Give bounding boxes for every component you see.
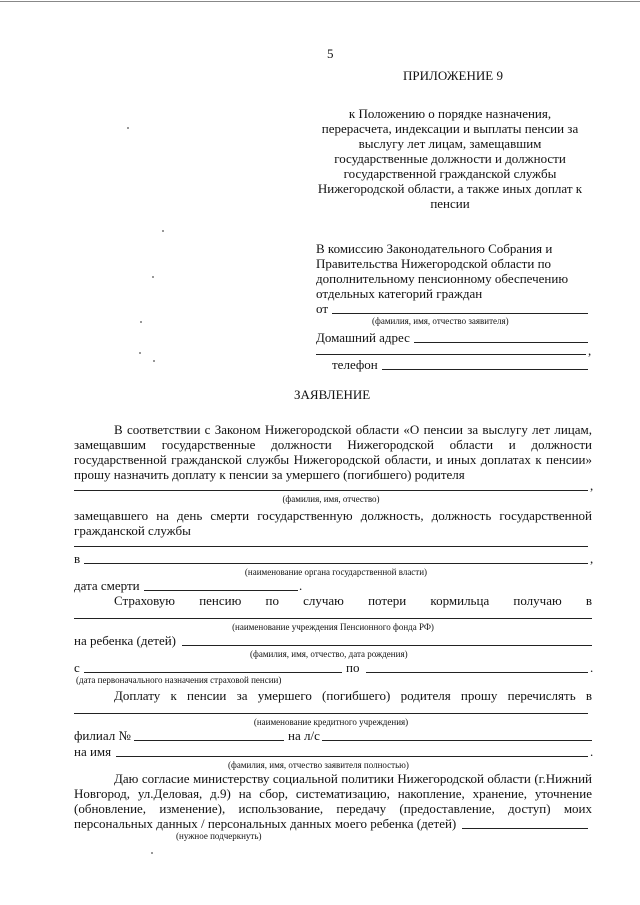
deceased-name-field[interactable] bbox=[74, 490, 588, 491]
addressee-line: Правительства Нижегородской области по bbox=[316, 256, 552, 271]
addressee-line: отдельных категорий граждан bbox=[316, 286, 483, 301]
branch-label: филиал № bbox=[74, 728, 131, 743]
death-date-field[interactable] bbox=[144, 590, 298, 591]
scan-speck bbox=[139, 352, 141, 354]
state-organ-field[interactable] bbox=[84, 563, 588, 564]
consent-line-3: (обновление, изменение), использование, передачу (предоставление, доступ) моих bbox=[74, 801, 592, 816]
phone-field[interactable] bbox=[382, 369, 588, 370]
period-dot: . bbox=[590, 660, 594, 675]
intro-line-4: прошу назначить доплату к пенсии за умершего (погибшего) родителя bbox=[74, 467, 465, 482]
appendix-ref-line: Нижегородской области, а также иных доплат к bbox=[317, 181, 583, 196]
consent-line-2: Новгород, ул.Деловая, д.9) на сбор, систематизацию, накопление, хранение, уточнение bbox=[74, 786, 592, 801]
fio-comma: , bbox=[590, 478, 594, 493]
scan-speck bbox=[153, 360, 155, 362]
account-label: на л/с bbox=[288, 728, 320, 743]
position-field[interactable] bbox=[74, 546, 588, 547]
intro-line-2: замещавшим государственные должности Нижегородской области и должности bbox=[74, 437, 592, 452]
appendix-ref-line: к Положению о порядке назначения, bbox=[348, 106, 552, 121]
intro-line-3: государственной гражданской службы Нижегородской области, и иных доплатах к пенсии» bbox=[74, 452, 592, 467]
period-caption: (дата первоначального назначения страховой пенсии) bbox=[76, 675, 282, 685]
home-address-field-line2[interactable] bbox=[316, 354, 586, 355]
consent-choice-field[interactable] bbox=[462, 828, 588, 829]
scan-speck bbox=[162, 230, 164, 232]
scan-speck bbox=[127, 127, 129, 129]
consent-line-4: персональных данных / персональных данных моего ребенка (детей) bbox=[74, 816, 457, 831]
position-line-2: гражданской службы bbox=[74, 523, 191, 538]
position-line-1: замещавшего на день смерти государственную должность, должность государственной bbox=[74, 508, 592, 523]
appendix-ref-line: государственной гражданской службы bbox=[343, 166, 557, 181]
recipient-dot: . bbox=[590, 744, 594, 759]
period-to-field[interactable] bbox=[366, 672, 588, 673]
appendix-ref-line: государственные должности и должности bbox=[334, 151, 566, 166]
underline-caption: (нужное подчеркнуть) bbox=[176, 831, 262, 841]
bank-caption: (наименование кредитного учреждения) bbox=[253, 717, 409, 727]
consent-line-1: Даю согласие министерству социальной политики Нижегородской области (г.Нижний bbox=[114, 771, 592, 786]
name-label: на имя bbox=[74, 744, 112, 759]
children-label: на ребенка (детей) bbox=[74, 633, 177, 648]
organ-prefix: в bbox=[74, 551, 81, 566]
scan-speck bbox=[151, 852, 153, 854]
insurance-line: Страховую пенсию по случаю потери кормильца получаю в bbox=[114, 593, 592, 608]
scan-speck bbox=[140, 321, 142, 323]
children-field[interactable] bbox=[182, 645, 592, 646]
address-comma: , bbox=[588, 343, 592, 358]
state-organ-caption: (наименование органа государственной власти) bbox=[244, 567, 428, 577]
appendix-ref-line: перерасчета, индексации и выплаты пенсии за bbox=[321, 121, 579, 136]
home-address-label: Домашний адрес bbox=[316, 330, 410, 345]
period-from-prefix: с bbox=[74, 660, 80, 675]
phone-label: телефон bbox=[332, 357, 378, 372]
deceased-name-caption: (фамилия, имя, отчество) bbox=[282, 494, 380, 504]
organ-comma: , bbox=[590, 551, 594, 566]
addressee-line: дополнительному пенсионному обеспечению bbox=[316, 271, 569, 286]
period-from-field[interactable] bbox=[84, 672, 342, 673]
bank-field[interactable] bbox=[74, 713, 588, 714]
appendix-title: ПРИЛОЖЕНИЕ 9 bbox=[403, 68, 503, 83]
appendix-ref-line: пенсии bbox=[430, 196, 470, 211]
document-heading: ЗАЯВЛЕНИЕ bbox=[294, 387, 371, 402]
applicant-name-field[interactable] bbox=[332, 313, 588, 314]
appendix-reference bbox=[300, 106, 600, 211]
intro-line-1: В соответствии с Законом Нижегородской области «О пенсии за выслугу лет лицам, bbox=[114, 422, 592, 437]
account-field[interactable] bbox=[322, 740, 592, 741]
page-top-border bbox=[0, 1, 640, 2]
branch-number-field[interactable] bbox=[134, 740, 284, 741]
page-number: 5 bbox=[327, 46, 334, 61]
transfer-line: Доплату к пенсии за умершего (погибшего) родителя прошу перечислять в bbox=[114, 688, 592, 703]
recipient-caption: (фамилия, имя, отчество заявителя полностью) bbox=[228, 760, 409, 770]
addressee-line: В комиссию Законодательного Собрания и bbox=[316, 241, 553, 256]
applicant-name-caption: (фамилия, имя, отчество заявителя) bbox=[372, 316, 509, 326]
children-caption: (фамилия, имя, отчество, дата рождения) bbox=[250, 649, 408, 659]
home-address-field[interactable] bbox=[414, 342, 588, 343]
from-label: от bbox=[316, 301, 329, 316]
scan-speck bbox=[152, 276, 154, 278]
period-to-label: по bbox=[346, 660, 360, 675]
death-date-dot: . bbox=[299, 578, 303, 593]
appendix-ref-line: выслугу лет лицам, замещавшим bbox=[358, 136, 542, 151]
recipient-name-field[interactable] bbox=[116, 756, 588, 757]
addressee-block bbox=[316, 241, 568, 301]
pension-fund-field[interactable] bbox=[74, 618, 592, 619]
pension-fund-caption: (наименование учреждения Пенсионного фонда РФ) bbox=[232, 622, 434, 632]
death-date-label: дата смерти bbox=[74, 578, 140, 593]
